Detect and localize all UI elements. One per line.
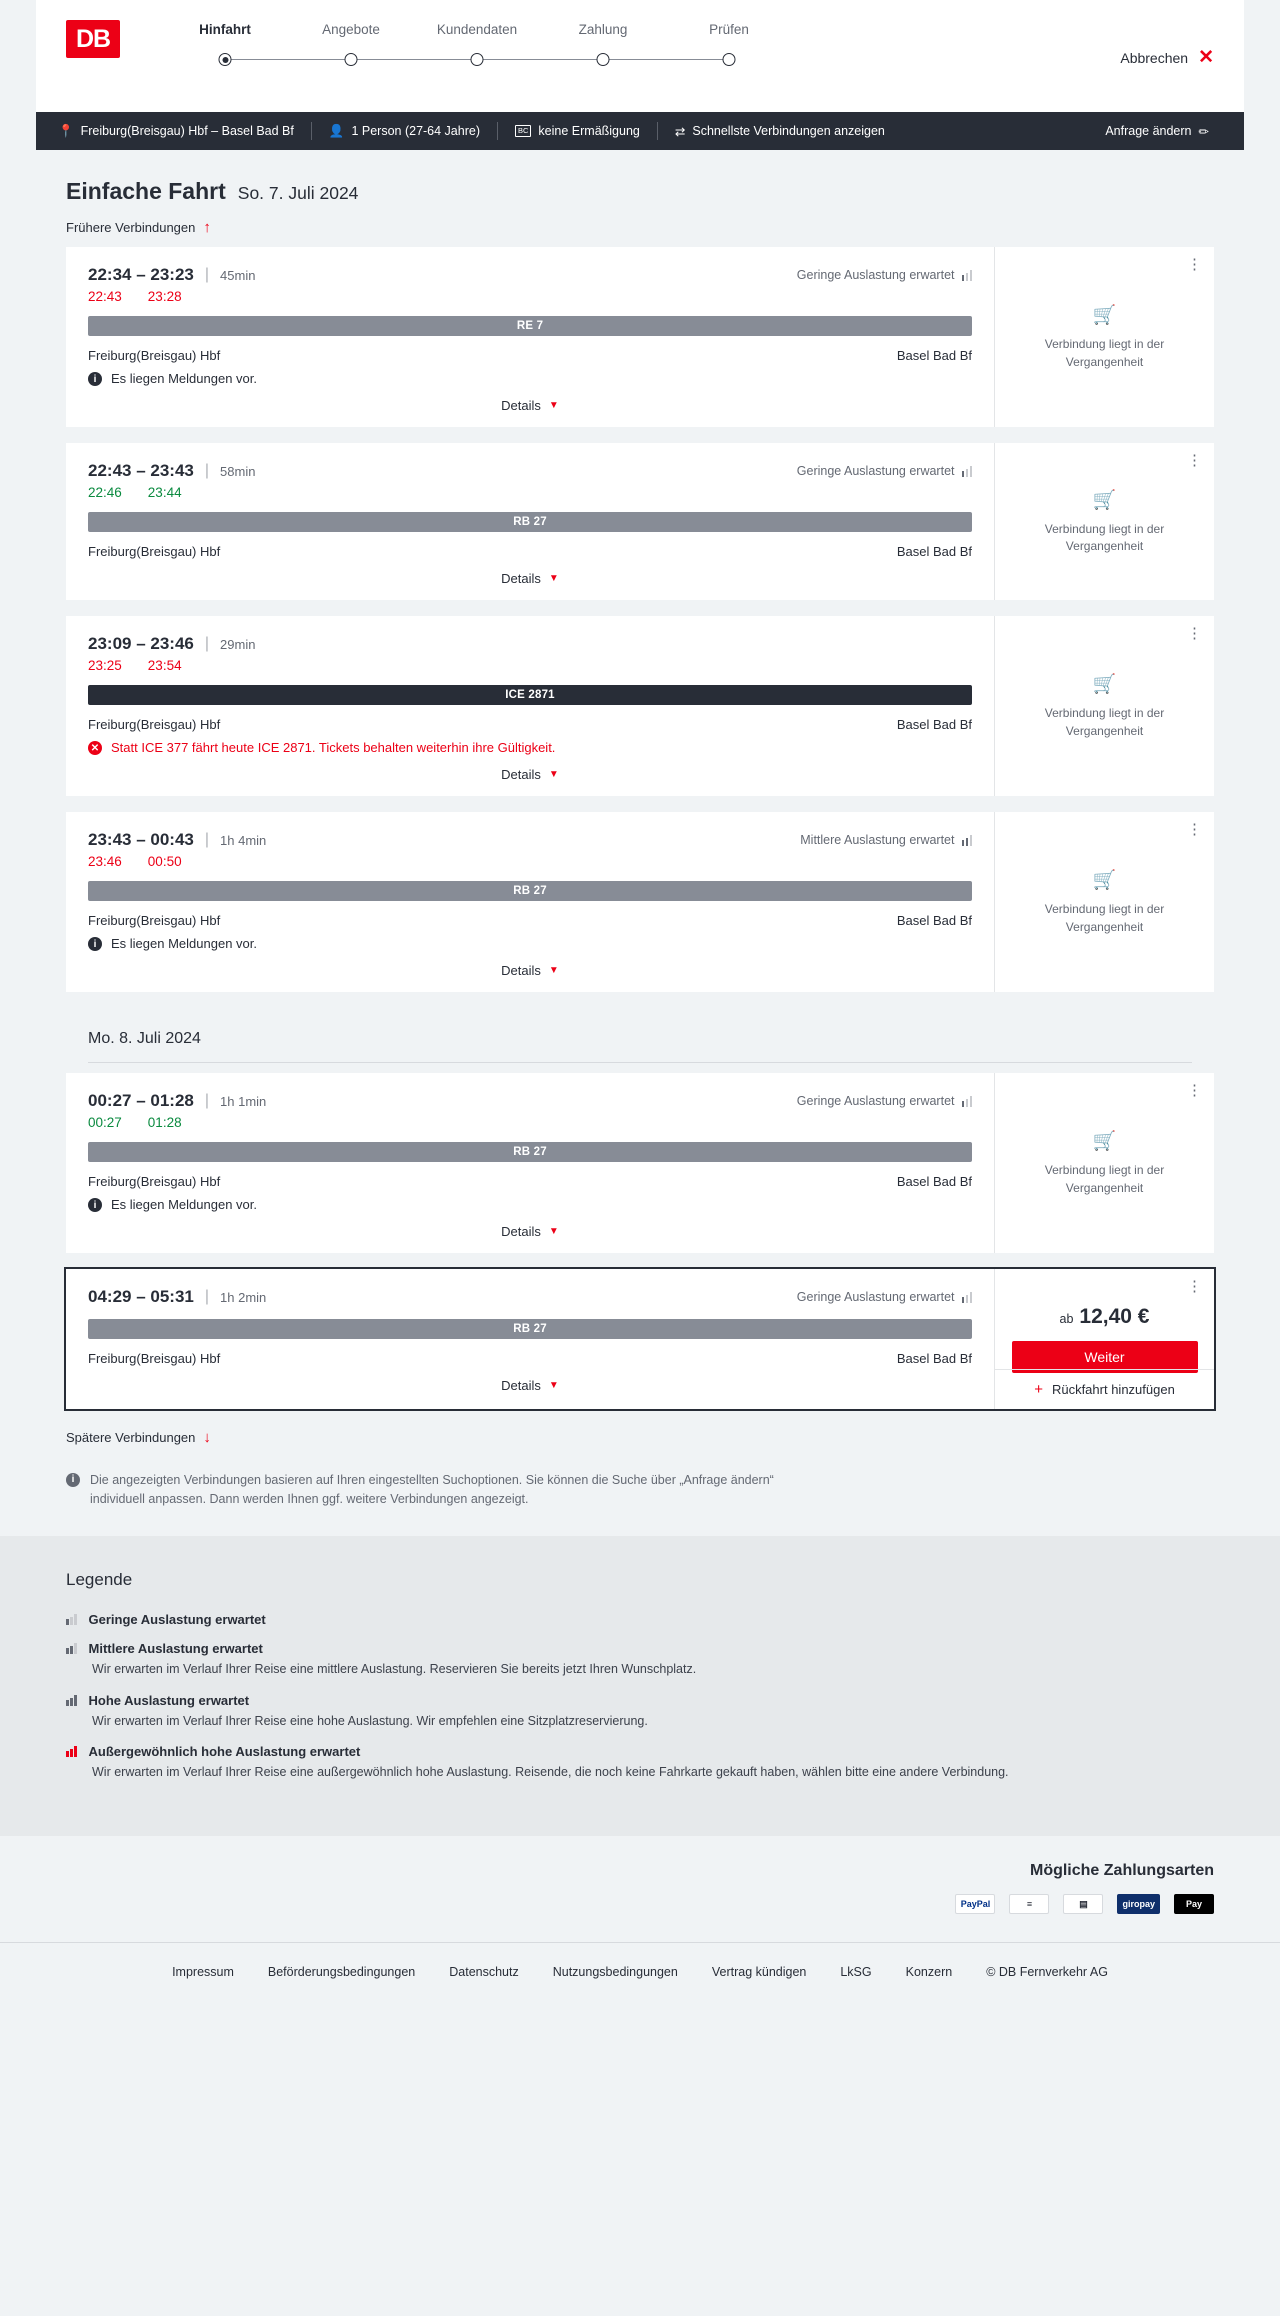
connection-stations [88, 544, 972, 559]
destination-station: Basel Bad Bf [896, 1351, 972, 1366]
details-label: Details [501, 571, 541, 586]
connection-card[interactable] [66, 247, 1214, 427]
occupancy-indicator [797, 268, 972, 282]
step-label: Hinfahrt [199, 22, 251, 37]
details-row [88, 767, 972, 782]
step-prüfen[interactable] [666, 22, 792, 77]
cart-disabled-icon: 🛒 [1092, 489, 1117, 511]
info-icon: i [66, 1473, 80, 1487]
connection-message-text: Es liegen Meldungen vor. [111, 371, 257, 386]
divider: | [204, 1092, 210, 1109]
connection-times: 23:43 – 00:43 [88, 830, 194, 849]
earlier-label: Frühere Verbindungen [66, 220, 196, 235]
step-marker [414, 49, 540, 77]
step-dot-icon [597, 53, 610, 66]
connection-card[interactable] [66, 1073, 1214, 1253]
pencil-icon: ✏ [1198, 124, 1209, 139]
connection-details [66, 1269, 994, 1409]
connection-action-panel [994, 443, 1214, 600]
legend-item-head [66, 1744, 1214, 1759]
occupancy-indicator [800, 833, 972, 847]
payment-icon-lastschrift: ≡ [1009, 1894, 1049, 1914]
step-marker [162, 49, 288, 77]
connection-times: 22:34 – 23:23 [88, 265, 194, 284]
connection-action-panel [994, 1269, 1214, 1409]
page-title [36, 150, 1244, 205]
destination-station: Basel Bad Bf [896, 913, 972, 928]
db-logo: DB [66, 20, 120, 58]
summary-discount-label: keine Ermäßigung [538, 124, 640, 138]
connection-options-menu[interactable]: ⋮ [1187, 821, 1202, 838]
connection-stations [88, 1351, 972, 1366]
arrow-down-icon: ↓ [203, 1429, 211, 1446]
footer-link[interactable]: Beförderungsbedingungen [267, 1965, 416, 1979]
main-content [36, 150, 1244, 1536]
summary-route[interactable] [54, 124, 311, 139]
payment-icon-apple-pay: Pay [1174, 1894, 1214, 1914]
connection-time-row [88, 830, 972, 850]
past-connection-note: Verbindung liegt in der Vergangenheit [1044, 337, 1165, 369]
occupancy-label: Geringe Auslastung erwartet [796, 1094, 955, 1108]
train-product-bar: RE 7 [88, 316, 972, 336]
checkout-stepper [162, 22, 792, 77]
origin-station: Freiburg(Breisgau) Hbf [88, 348, 221, 363]
connection-action-panel [994, 247, 1214, 427]
page-title-text: Einfache Fahrt [66, 178, 226, 204]
connection-duration: 1h 1min [220, 1093, 267, 1109]
step-label: Zahlung [578, 22, 628, 37]
train-product-bar: RB 27 [88, 1142, 972, 1162]
train-product-bar: ICE 2871 [88, 685, 972, 705]
details-label: Details [501, 1378, 541, 1393]
chevron-down-icon: ▼ [548, 1226, 559, 1237]
past-connection-note: Verbindung liegt in der Vergangenheit [1044, 1163, 1165, 1195]
connection-message [88, 936, 972, 951]
past-connection-note: Verbindung liegt in der Vergangenheit [1044, 902, 1165, 934]
past-connection-note: Verbindung liegt in der Vergangenheit [1044, 521, 1165, 553]
connection-stations [88, 1174, 972, 1189]
earlier-connections-button[interactable] [36, 205, 241, 236]
occupancy-icon [66, 1746, 77, 1757]
arrow-up-icon: ↑ [203, 219, 211, 236]
origin-station: Freiburg(Breisgau) Hbf [88, 1351, 221, 1366]
realtime-departure: 00:27 [88, 1115, 122, 1130]
divider: | [204, 462, 210, 479]
details-row [88, 571, 972, 586]
legend-item [66, 1612, 1214, 1627]
connection-card[interactable] [66, 443, 1214, 600]
details-toggle[interactable] [501, 398, 559, 413]
cart-disabled-icon: 🛒 [1092, 1131, 1117, 1153]
footer-link[interactable]: Konzern [905, 1965, 953, 1979]
step-dot-icon [723, 53, 736, 66]
occupancy-indicator [797, 1094, 972, 1108]
occupancy-icon [962, 835, 973, 846]
realtime-departure: 23:46 [88, 854, 122, 869]
payment-icon-giropay: giropay [1117, 1894, 1160, 1914]
payment-methods-section [0, 1836, 1280, 1942]
chevron-down-icon: ▼ [548, 769, 559, 780]
origin-station: Freiburg(Breisgau) Hbf [88, 1174, 221, 1189]
price-prefix: ab [1059, 1312, 1074, 1326]
connection-card[interactable] [66, 812, 1214, 992]
origin-station: Freiburg(Breisgau) Hbf [88, 913, 221, 928]
person-icon: 👤 [328, 123, 345, 138]
details-toggle[interactable] [501, 1224, 559, 1239]
details-toggle[interactable] [501, 767, 559, 782]
details-row [88, 963, 972, 978]
connection-duration: 45min [220, 267, 256, 283]
divider: | [204, 1288, 210, 1305]
realtime-arrival: 01:28 [147, 1115, 182, 1130]
page-title-date: So. 7. Juli 2024 [237, 183, 359, 203]
occupancy-label: Geringe Auslastung erwartet [796, 1290, 955, 1304]
payment-methods-title: Mögliche Zahlungsarten [1029, 1862, 1214, 1879]
step-marker [666, 49, 792, 77]
connection-options-menu[interactable]: ⋮ [1187, 452, 1202, 469]
step-kundendaten[interactable] [414, 22, 540, 77]
legend-item [66, 1744, 1214, 1782]
train-product-bar: RB 27 [88, 881, 972, 901]
legend-item-label: Außergewöhnlich hohe Auslastung erwartet [88, 1744, 361, 1760]
close-icon[interactable]: ✕ [1198, 47, 1214, 68]
legend-item-description: Wir erwarten im Verlauf Ihrer Reise eine außergewöhnlich hohe Auslastung. Reisende, die noch keine Fahrkarte gekauft haben, wählen bitte eine andere Verbindung. [92, 1765, 1009, 1780]
details-row [88, 1378, 972, 1393]
day-separator [66, 1008, 1214, 1073]
day-separator-label: Mo. 8. Juli 2024 [88, 1030, 1192, 1063]
train-product-bar: RB 27 [88, 1319, 972, 1339]
connection-time-row [88, 265, 972, 285]
connection-card[interactable] [66, 1269, 1214, 1409]
connection-card[interactable] [66, 616, 1214, 796]
step-angebote[interactable] [288, 22, 414, 77]
footer-link[interactable]: Impressum [172, 1965, 234, 1979]
connection-times: 23:09 – 23:46 [88, 634, 194, 653]
connection-options-menu[interactable]: ⋮ [1187, 1082, 1202, 1099]
connection-time-row [88, 1287, 972, 1307]
legend-item-label: Geringe Auslastung erwartet [88, 1611, 266, 1627]
legend-section [0, 1536, 1280, 1836]
edit-search-label: Anfrage ändern [1105, 124, 1192, 138]
legend-item-head [66, 1612, 1214, 1627]
payment-icons [955, 1894, 1214, 1914]
cart-disabled-icon: 🛒 [1092, 674, 1117, 696]
summary-fastest-toggle[interactable] [658, 124, 902, 139]
connection-times: 00:27 – 01:28 [88, 1091, 194, 1110]
connection-stations [88, 717, 972, 732]
connection-details [66, 616, 994, 796]
connection-details [66, 247, 994, 427]
connection-stations [88, 348, 972, 363]
details-toggle[interactable] [501, 963, 559, 978]
footer-link[interactable]: © DB Fernverkehr AG [986, 1965, 1108, 1979]
step-label: Prüfen [709, 22, 749, 37]
destination-station: Basel Bad Bf [896, 348, 972, 363]
legend-item-description: Wir erwarten im Verlauf Ihrer Reise eine mittlere Auslastung. Reservieren Sie bereits jetzt Ihren Wunschplatz. [92, 1661, 697, 1676]
summary-passengers[interactable] [312, 124, 497, 139]
later-label: Spätere Verbindungen [66, 1430, 196, 1445]
occupancy-label: Geringe Auslastung erwartet [796, 464, 955, 478]
details-label: Details [501, 1224, 541, 1239]
add-return-trip-label: Rückfahrt hinzufügen [1051, 1382, 1175, 1397]
step-dot-icon [219, 53, 232, 66]
details-label: Details [501, 963, 541, 978]
price-row [1060, 1305, 1150, 1329]
error-icon: ✕ [88, 741, 102, 755]
connection-duration: 1h 4min [220, 832, 267, 848]
occupancy-icon [66, 1643, 77, 1654]
info-icon: i [88, 1198, 102, 1212]
step-marker [540, 49, 666, 77]
legend-title: Legende [66, 1569, 133, 1589]
info-icon: i [88, 937, 102, 951]
step-dot-icon [345, 53, 358, 66]
edit-search-button[interactable] [1088, 124, 1226, 139]
divider: | [204, 266, 210, 283]
connection-action-panel [994, 616, 1214, 796]
realtime-row [88, 289, 972, 304]
details-toggle[interactable] [501, 1378, 559, 1393]
occupancy-icon [962, 466, 973, 477]
connection-options-menu[interactable]: ⋮ [1187, 1278, 1202, 1295]
chevron-down-icon: ▼ [548, 1380, 559, 1391]
legend-item [66, 1693, 1214, 1731]
legend-item [66, 1641, 1214, 1679]
step-dot-icon [471, 53, 484, 66]
realtime-departure: 22:46 [88, 485, 122, 500]
search-options-info [66, 1471, 786, 1510]
details-row [88, 398, 972, 413]
details-label: Details [501, 767, 541, 782]
legend-item-head [66, 1641, 1214, 1656]
realtime-row [88, 658, 972, 673]
app-header [36, 0, 1244, 112]
realtime-departure: 23:25 [88, 658, 122, 673]
connection-options-menu[interactable]: ⋮ [1187, 256, 1202, 273]
occupancy-icon [962, 270, 973, 281]
connection-message-text: Statt ICE 377 fährt heute ICE 2871. Tickets behalten weiterhin ihre Gültigkeit. [111, 740, 556, 755]
connection-details [66, 812, 994, 992]
footer-link[interactable]: Datenschutz [449, 1965, 519, 1979]
origin-station: Freiburg(Breisgau) Hbf [88, 544, 221, 559]
details-row [88, 1224, 972, 1239]
connection-action-panel [994, 812, 1214, 992]
connection-times: 04:29 – 05:31 [88, 1287, 194, 1306]
connection-details [66, 1073, 994, 1253]
connection-times: 22:43 – 23:43 [88, 461, 194, 480]
summary-discount[interactable] [498, 124, 657, 138]
legend-item-label: Hohe Auslastung erwartet [88, 1692, 250, 1708]
realtime-departure: 22:43 [88, 289, 122, 304]
plus-icon: + [1034, 1381, 1043, 1398]
payment-icon-paypal: PayPal [955, 1894, 995, 1914]
legend-item-description: Wir erwarten im Verlauf Ihrer Reise eine hohe Auslastung. Wir empfehlen eine Sitzplatzreservierung. [92, 1713, 648, 1728]
connection-message-text: Es liegen Meldungen vor. [111, 1197, 257, 1212]
payment-icon-kreditkarte: ▤ [1063, 1894, 1103, 1914]
connection-options-menu[interactable]: ⋮ [1187, 625, 1202, 642]
connection-message [88, 371, 972, 386]
connection-message [88, 1197, 972, 1212]
step-marker [288, 49, 414, 77]
connection-duration: 1h 2min [220, 1289, 267, 1305]
chevron-down-icon: ▼ [548, 965, 559, 976]
occupancy-icon [962, 1292, 973, 1303]
train-product-bar: RB 27 [88, 512, 972, 532]
cart-disabled-icon: 🛒 [1092, 305, 1117, 327]
occupancy-icon [962, 1096, 973, 1107]
connection-time-row [88, 461, 972, 481]
occupancy-indicator [797, 464, 972, 478]
details-label: Details [501, 398, 541, 413]
realtime-row [88, 485, 972, 500]
occupancy-icon [66, 1695, 77, 1706]
destination-station: Basel Bad Bf [896, 544, 972, 559]
divider: | [204, 635, 210, 652]
continue-button[interactable]: Weiter [1012, 1341, 1198, 1373]
connection-stations [88, 913, 972, 928]
cart-disabled-icon: 🛒 [1092, 870, 1117, 892]
step-hinfahrt[interactable] [162, 22, 288, 77]
legend-item-label: Mittlere Auslastung erwartet [88, 1640, 263, 1656]
search-options-info-text: Die angezeigten Verbindungen basieren auf Ihren eingestellten Suchoptionen. Sie können die Suche über „Anfrage ändern“ individuell anpassen. Dann werden Ihnen ggf. weitere Verbindungen angezeigt. [90, 1473, 774, 1507]
details-toggle[interactable] [501, 571, 559, 586]
realtime-row [88, 854, 972, 869]
cancel-button[interactable] [1120, 48, 1214, 67]
footer [0, 1942, 1280, 2009]
info-icon: i [88, 372, 102, 386]
connection-action-panel [994, 1073, 1214, 1253]
step-label: Angebote [322, 22, 380, 37]
step-label: Kundendaten [436, 22, 518, 37]
occupancy-icon [66, 1614, 77, 1625]
bahncard-icon: BC [515, 125, 531, 137]
occupancy-indicator [797, 1290, 972, 1304]
connection-message [88, 740, 972, 755]
connection-duration: 29min [220, 636, 256, 652]
chevron-down-icon: ▼ [548, 400, 559, 411]
cancel-label: Abbrechen [1120, 49, 1189, 66]
summary-route-label: Freiburg(Breisgau) Hbf – Basel Bad Bf [80, 124, 294, 138]
legend-items [66, 1612, 1214, 1782]
add-return-trip-button[interactable] [995, 1369, 1214, 1409]
past-connection-note: Verbindung liegt in der Vergangenheit [1044, 706, 1165, 738]
later-connections-button[interactable] [36, 1425, 241, 1446]
destination-station: Basel Bad Bf [896, 1174, 972, 1189]
realtime-arrival: 00:50 [147, 854, 182, 869]
location-pin-icon: 📍 [58, 123, 74, 138]
connection-time-row [88, 1091, 972, 1111]
occupancy-label: Mittlere Auslastung erwartet [800, 833, 955, 847]
footer-link[interactable]: Nutzungsbedingungen [552, 1965, 678, 1979]
chevron-down-icon: ▼ [548, 573, 559, 584]
realtime-arrival: 23:44 [147, 485, 182, 500]
swap-icon: ⇄ [674, 124, 686, 139]
summary-fastest-label: Schnellste Verbindungen anzeigen [692, 124, 885, 138]
connection-details [66, 443, 994, 600]
occupancy-label: Geringe Auslastung erwartet [796, 268, 955, 282]
footer-link[interactable]: LkSG [840, 1965, 872, 1979]
destination-station: Basel Bad Bf [896, 717, 972, 732]
search-summary-bar [36, 112, 1244, 150]
legend-item-head [66, 1693, 1214, 1708]
connection-time-row [88, 634, 972, 654]
realtime-arrival: 23:54 [147, 658, 182, 673]
origin-station: Freiburg(Breisgau) Hbf [88, 717, 221, 732]
footer-link[interactable]: Vertrag kündigen [711, 1965, 807, 1979]
connection-list [36, 237, 1244, 1409]
connection-duration: 58min [220, 463, 256, 479]
summary-passengers-label: 1 Person (27-64 Jahre) [351, 124, 480, 138]
connection-message-text: Es liegen Meldungen vor. [111, 936, 257, 951]
realtime-row [88, 1115, 972, 1130]
divider: | [204, 831, 210, 848]
realtime-arrival: 23:28 [147, 289, 182, 304]
step-zahlung[interactable] [540, 22, 666, 77]
price-value: 12,40 € [1079, 1305, 1150, 1328]
